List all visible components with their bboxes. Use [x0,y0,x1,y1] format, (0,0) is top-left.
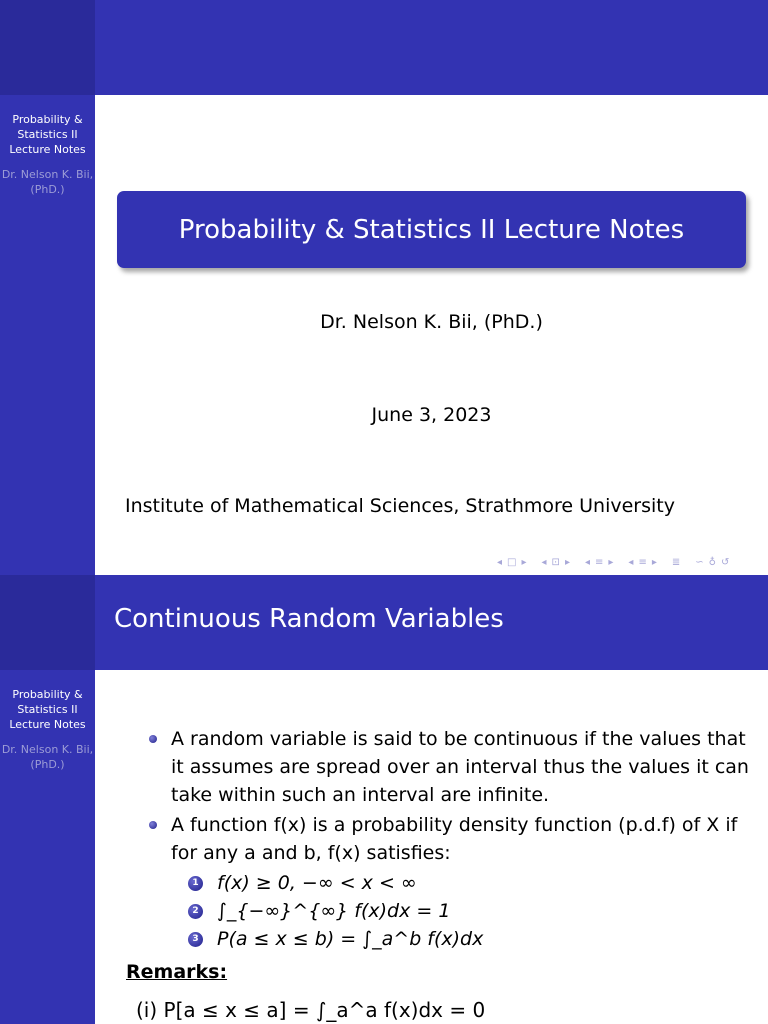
search-icon[interactable]: ♁ [708,557,716,568]
condition-item [188,925,755,953]
sidebar-title[interactable]: Probability & Statistics II Lecture Notes [9,688,86,731]
sidebar-title[interactable]: Probability & Statistics II Lecture Notes [9,113,86,156]
sidebar-author[interactable]: Dr. Nelson K. Bii, (PhD.) [1,168,94,196]
remark-item: (i) P[a ≤ x ≤ a] = ∫_a^a f(x)dx = 0 [136,998,486,1022]
nav-left-icon[interactable]: ◂ [584,557,590,568]
remarks-heading: Remarks: [126,961,228,983]
align-icon[interactable]: ≣ [671,557,681,568]
bullet-text: A function f(x) is a probability density function (p.d.f) of X if for any a and b, f(x) satisfies: [171,814,738,864]
section-icon[interactable]: ≡ [638,557,647,568]
sidebar [0,95,95,575]
frame-icon[interactable]: □ [507,557,517,568]
nav-right-icon[interactable]: ▸ [608,557,614,568]
condition-item [188,869,755,897]
subsection-icon[interactable]: ⊡ [551,557,560,568]
slide-continuous-random-variables [0,575,768,1024]
navigation-bar [497,557,729,568]
nav-left-icon[interactable]: ◂ [628,557,634,568]
frame-title: Continuous Random Variables [114,604,504,634]
presentation-title: Probability & Statistics II Lecture Notes [178,214,685,245]
condition-text: f(x) ≥ 0, −∞ < x < ∞ [217,872,417,894]
nav-left-icon[interactable]: ◂ [497,557,503,568]
condition-text: ∫_{−∞}^{∞} f(x)dx = 1 [217,900,451,922]
condition-text: P(a ≤ x ≤ b) = ∫_a^b f(x)dx [217,928,484,950]
enum-number-icon: 1 [188,876,203,891]
title-box [117,191,746,268]
bullet-text: A random variable is said to be continuous if the values that it assumes are spread over an interval thus the values it can take within such an interval are infinite. [171,728,749,806]
bullet-icon [149,735,157,743]
section-icon[interactable]: ≡ [595,557,604,568]
enum-number-icon: 2 [188,904,203,919]
sidebar [0,670,95,1024]
bullet-item [145,725,755,809]
sidebar-author[interactable]: Dr. Nelson K. Bii, (PhD.) [1,743,94,771]
nav-right-icon[interactable]: ▸ [521,557,527,568]
condition-item [188,897,755,925]
nav-right-icon[interactable]: ▸ [651,557,657,568]
nav-left-icon[interactable]: ◂ [541,557,547,568]
author: Dr. Nelson K. Bii, (PhD.) [320,311,543,333]
nav-right-icon[interactable]: ▸ [564,557,570,568]
header-bar [95,0,768,95]
header-corner [0,0,95,95]
search-icon[interactable]: ↺ [720,557,730,568]
condition-list [188,869,755,953]
bullet-icon [149,821,157,829]
search-icon[interactable]: ∽ [695,557,704,568]
institute: Institute of Mathematical Sciences, Strathmore University [125,495,675,517]
bullet-item [145,811,755,867]
header-corner [0,575,95,670]
date: June 3, 2023 [371,404,492,426]
enum-number-icon: 3 [188,932,203,947]
slide-content [145,725,755,953]
